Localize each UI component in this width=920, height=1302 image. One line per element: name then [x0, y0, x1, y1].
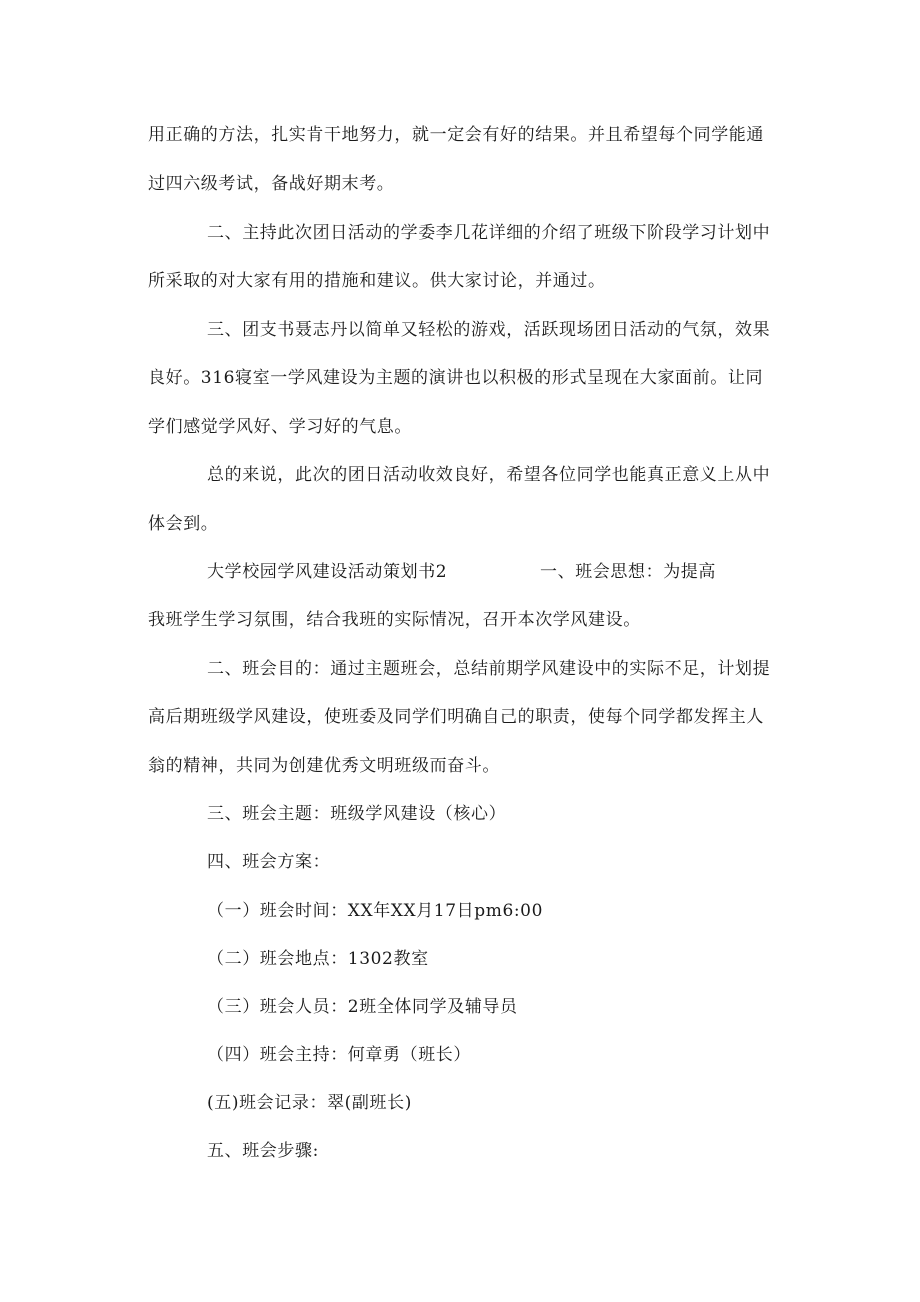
paragraph-line: 三、团支书聂志丹以简单又轻松的游戏，活跃现场团日活动的气氛，效果: [207, 320, 771, 340]
paragraph-line: 四、班会方案：: [207, 852, 331, 872]
paragraph-line: 所采取的对大家有用的措施和建议。供大家讨论，并通过。: [148, 271, 606, 291]
paragraph-line: 过四六级考试，备战好期末考。: [148, 174, 395, 194]
paragraph-line: 体会到。: [148, 514, 219, 534]
paragraph-line: （三）班会人员：2班全体同学及辅导员: [207, 997, 518, 1017]
paragraph-line: 用正确的方法，扎实肯干地努力，就一定会有好的结果。并且希望每个同学能通: [148, 125, 764, 145]
paragraph-line: 二、班会目的：通过主题班会，总结前期学风建设中的实际不足，计划提: [207, 659, 771, 679]
paragraph-line: 学们感觉学风好、学习好的气息。: [148, 417, 412, 437]
section-title-line: 大学校园学风建设活动策划书2: [207, 562, 448, 582]
paragraph-line: (五)班会记录：翠(副班长): [207, 1093, 412, 1113]
paragraph-line: （四）班会主持：何章勇（班长）: [207, 1045, 471, 1065]
paragraph-line: 翁的精神，共同为创建优秀文明班级而奋斗。: [148, 756, 500, 776]
paragraph-line: 高后期班级学风建设，使班委及同学们明确自己的职责，使每个同学都发挥主人: [148, 707, 764, 727]
paragraph-line: 五、班会步骤:: [207, 1141, 319, 1161]
paragraph-line: 良好。316寝室一学风建设为主题的演讲也以积极的形式呈现在大家面前。让同: [148, 368, 764, 388]
paragraph-line: （一）班会时间：XX年XX月17日pm6:00: [207, 901, 544, 921]
paragraph-line: （二）班会地点：1302教室: [207, 949, 429, 969]
paragraph-line: 我班学生学习氛围，结合我班的实际情况，召开本次学风建设。: [148, 610, 641, 630]
paragraph-line: 二、主持此次团日活动的学委李几花详细的介绍了班级下阶段学习计划中: [207, 223, 771, 243]
paragraph-line: 一、班会思想：为提高: [540, 562, 716, 582]
paragraph-line: 三、班会主题：班级学风建设（核心）: [207, 804, 507, 824]
paragraph-line: 总的来说，此次的团日活动收效良好，希望各位同学也能真正意义上从中: [207, 465, 771, 485]
